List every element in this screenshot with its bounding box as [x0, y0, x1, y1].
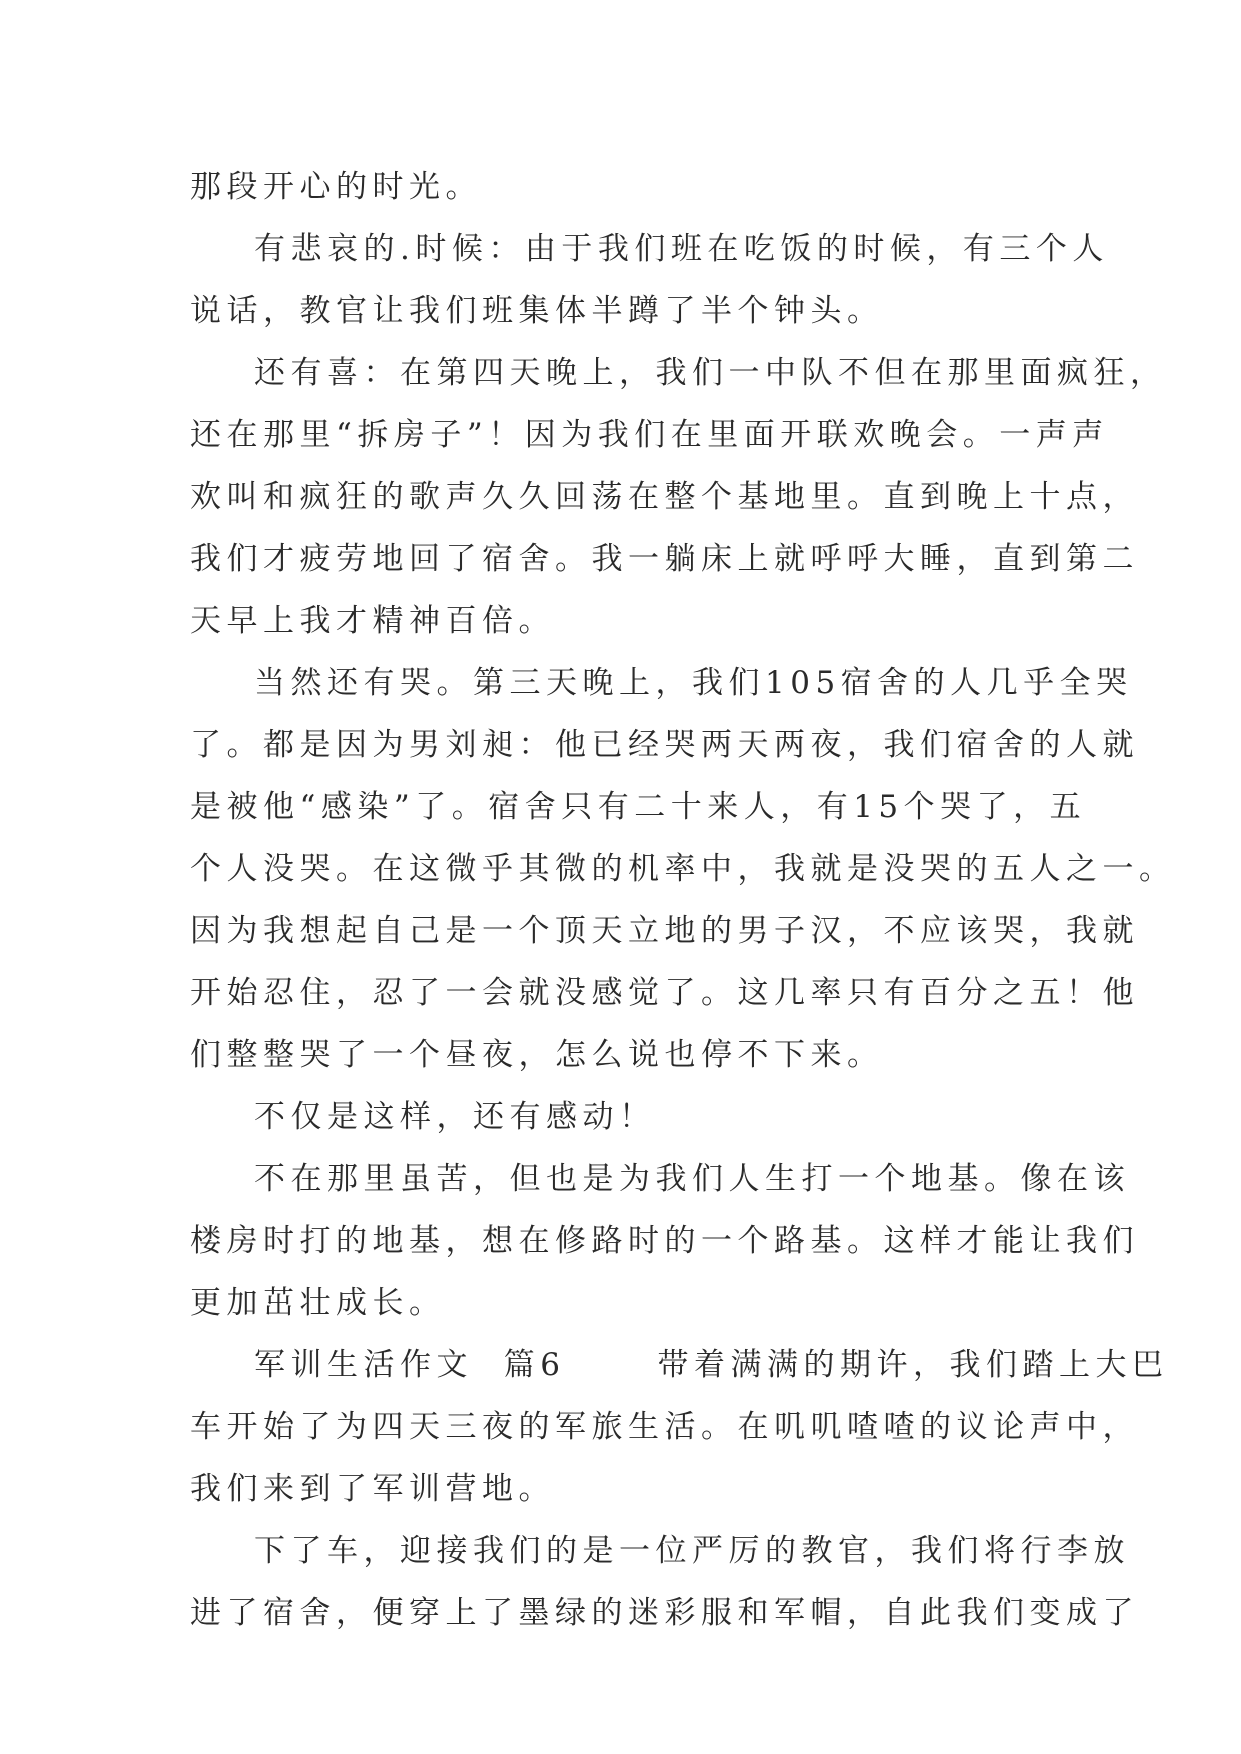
text-line: 们整整哭了一个昼夜，怎么说也停不下来。: [190, 1037, 884, 1073]
article-body: [190, 156, 1176, 1644]
text-line: 不在那里虽苦，但也是为我们人生打一个地基。像在该: [254, 1161, 1130, 1197]
text-line: 还在那里“拆房子”！因为我们在里面开联欢晚会。一声声: [190, 417, 1109, 453]
text-line: 楼房时打的地基，想在修路时的一个路基。这样才能让我们: [190, 1223, 1139, 1259]
text-line: 开始忍住，忍了一会就没感觉了。这几率只有百分之五！他: [190, 975, 1139, 1011]
text-line: 进了宿舍，便穿上了墨绿的迷彩服和军帽，自此我们变成了: [190, 1595, 1139, 1631]
text-line: 还有喜：在第四天晚上，我们一中队不但在那里面疯狂，: [254, 355, 1167, 391]
text-line: 不仅是这样，还有感动！: [254, 1099, 656, 1135]
text-line: 车开始了为四天三夜的军旅生活。在叽叽喳喳的议论声中，: [190, 1409, 1139, 1445]
text-line: 因为我想起自己是一个顶天立地的男子汉，不应该哭，我就: [190, 913, 1139, 949]
text-line: 个人没哭。在这微乎其微的机率中，我就是没哭的五人之一。: [190, 851, 1176, 887]
text-line: 军训生活作文 篇6 带着满满的期许，我们踏上大巴: [254, 1347, 1169, 1383]
text-line: 是被他“感染”了。宿舍只有二十来人，有15个哭了，五: [190, 789, 1087, 825]
text-line: 我们来到了军训营地。: [190, 1471, 555, 1507]
text-line: 天早上我才精神百倍。: [190, 603, 555, 639]
text-line: 当然还有哭。第三天晚上，我们105宿舍的人几乎全哭: [254, 665, 1133, 701]
text-line: 那段开心的时光。: [190, 169, 482, 205]
text-line: 更加茁壮成长。: [190, 1285, 446, 1321]
text-line: 说话，教官让我们班集体半蹲了半个钟头。: [190, 293, 884, 329]
text-line: 了。都是因为男刘昶：他已经哭两天两夜，我们宿舍的人就: [190, 727, 1139, 763]
text-line: 欢叫和疯狂的歌声久久回荡在整个基地里。直到晚上十点，: [190, 479, 1139, 515]
text-line: 下了车，迎接我们的是一位严厉的教官，我们将行李放: [254, 1533, 1130, 1569]
text-line: 有悲哀的.时候：由于我们班在吃饭的时候，有三个人: [254, 231, 1109, 267]
text-line: 我们才疲劳地回了宿舍。我一躺床上就呼呼大睡，直到第二: [190, 541, 1139, 577]
